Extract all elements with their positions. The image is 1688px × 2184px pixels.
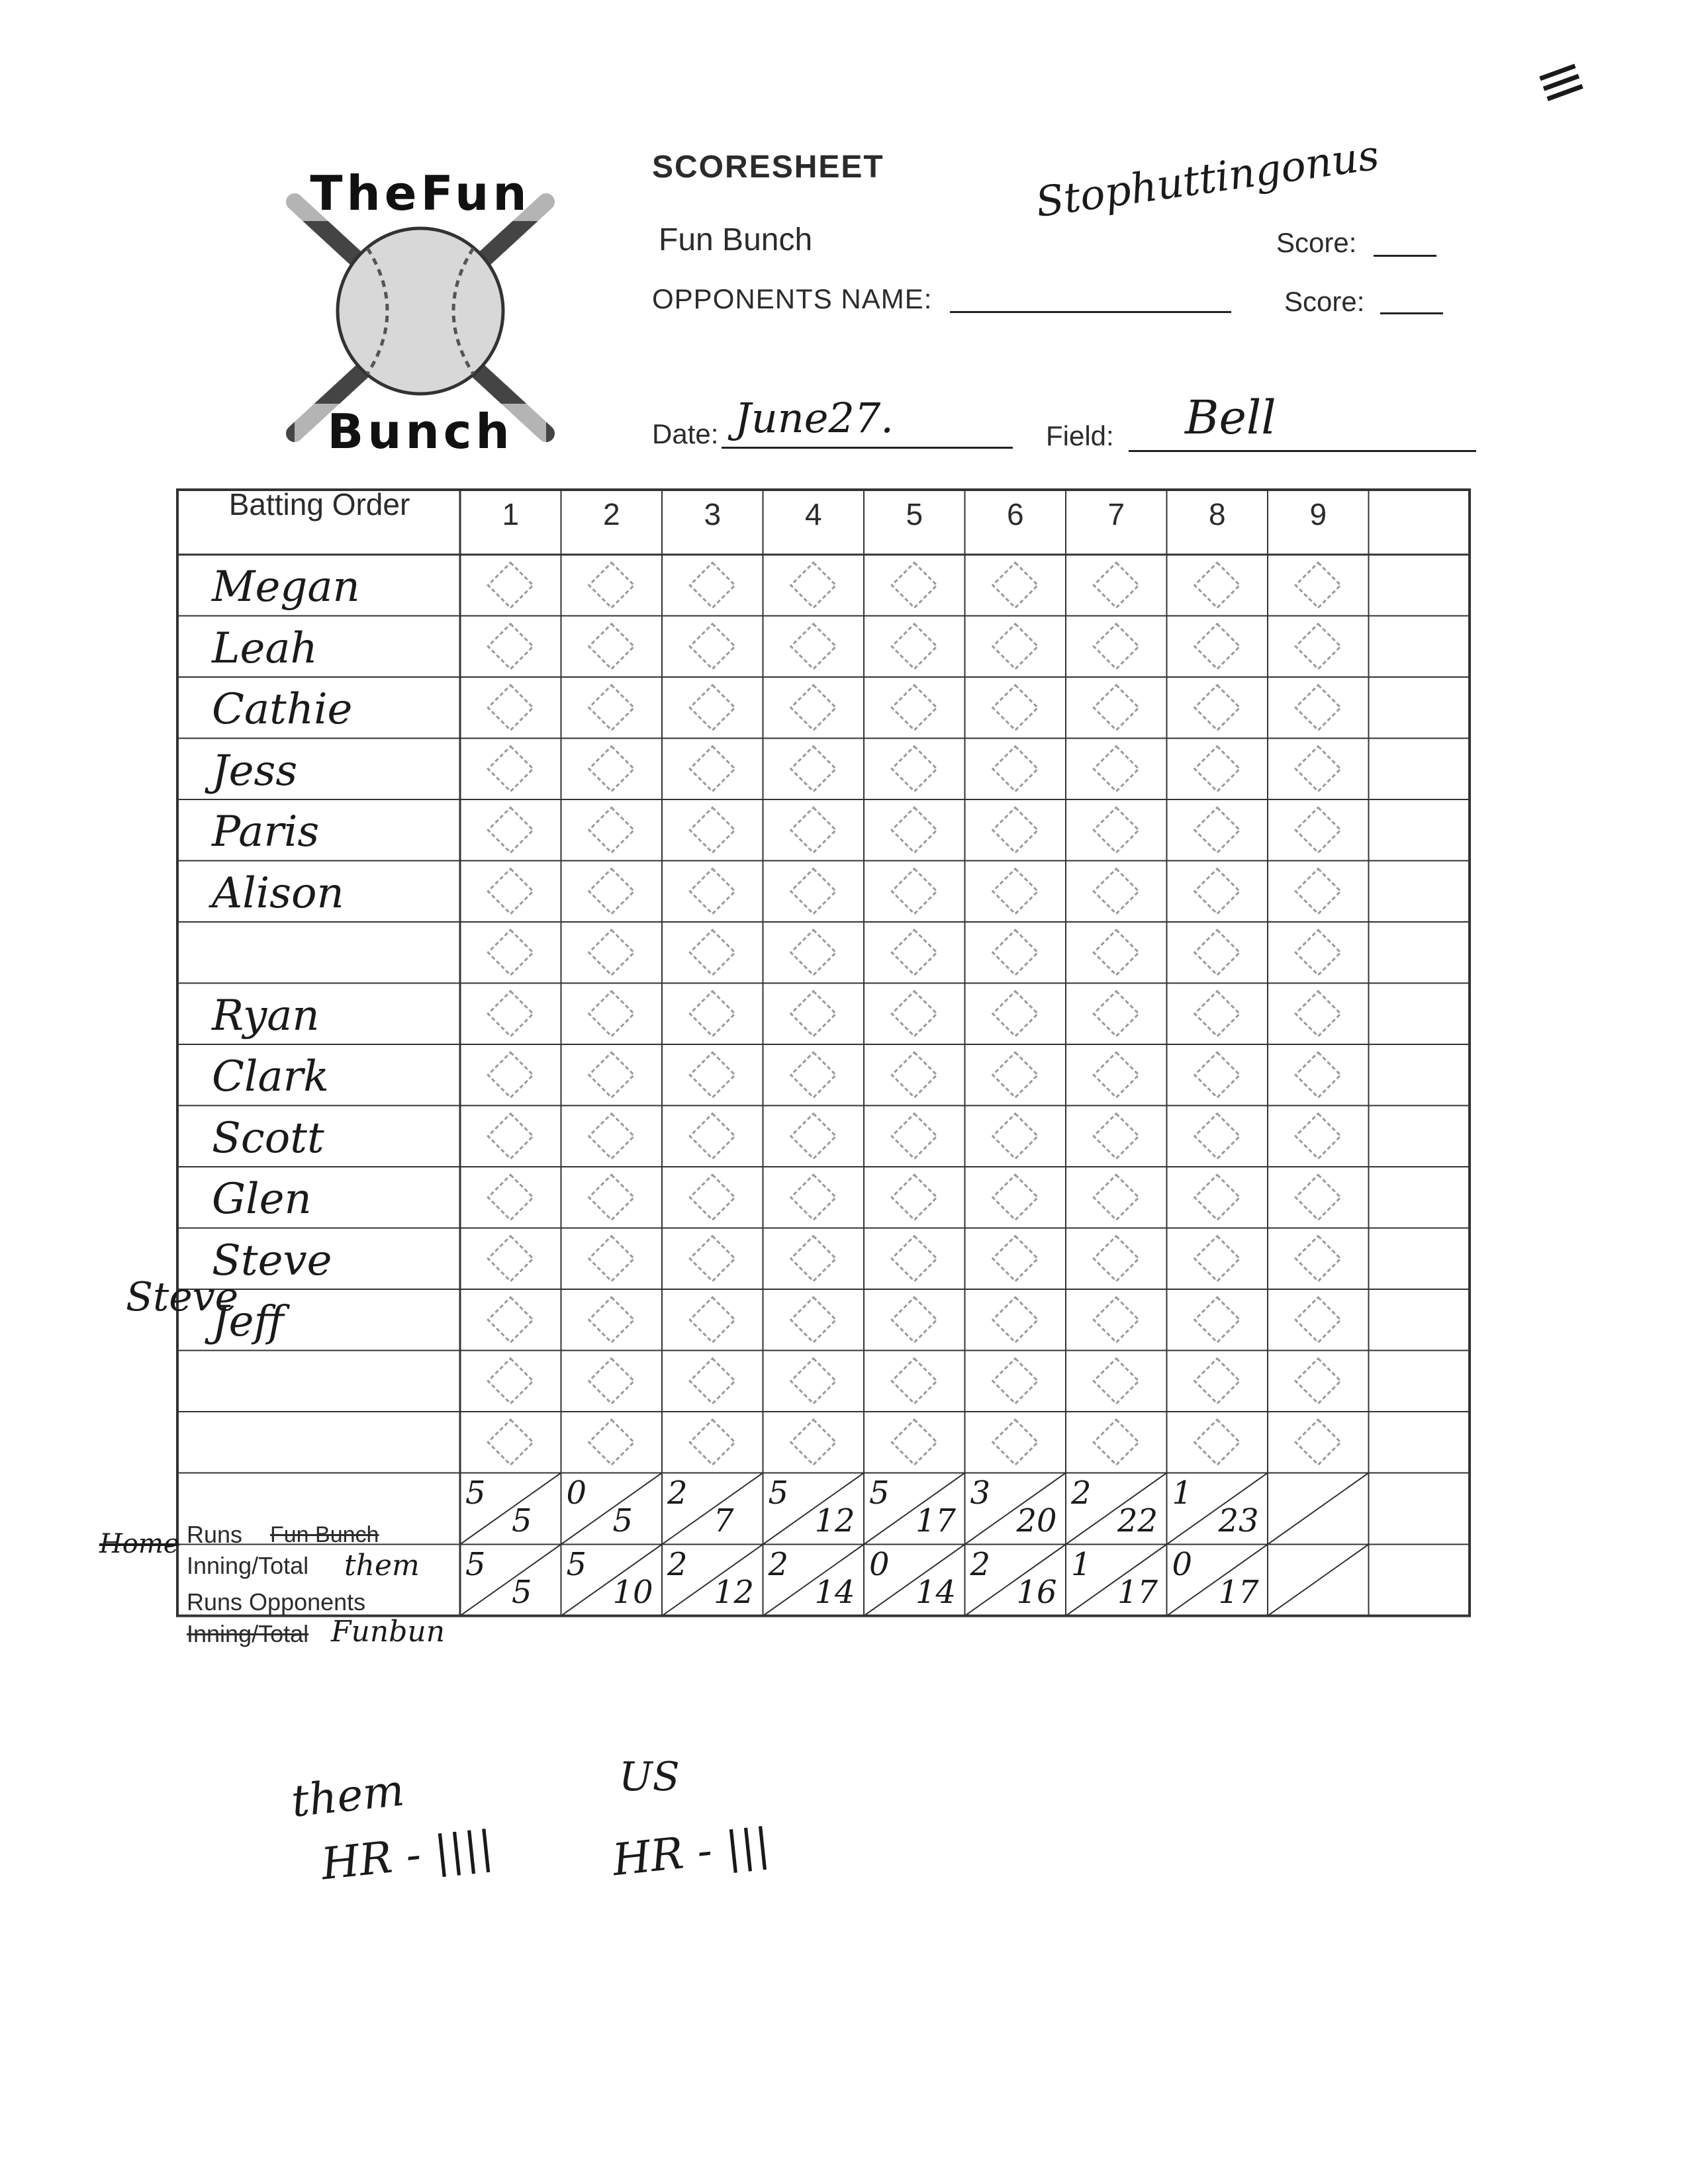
base-diamond bbox=[1295, 807, 1340, 852]
base-diamond bbox=[1195, 1359, 1240, 1404]
base-diamond bbox=[589, 1359, 634, 1404]
team-name: Fun Bunch bbox=[659, 222, 813, 257]
base-diamond bbox=[1195, 624, 1240, 669]
base-diamond bbox=[993, 930, 1038, 975]
base-diamond bbox=[488, 1175, 533, 1220]
inning-header: 5 bbox=[906, 497, 923, 531]
date-value: June27. bbox=[735, 394, 894, 442]
player-name: Alison bbox=[212, 868, 344, 918]
base-diamond bbox=[589, 1114, 634, 1159]
base-diamond bbox=[892, 747, 937, 792]
runs-total-fb: 20 bbox=[1016, 1502, 1057, 1539]
base-diamond bbox=[690, 563, 735, 608]
inning-header: 6 bbox=[1006, 497, 1024, 531]
base-diamond bbox=[1094, 624, 1139, 669]
player-name: Scott bbox=[212, 1113, 324, 1163]
inning-header: 7 bbox=[1107, 497, 1125, 531]
base-diamond bbox=[1094, 991, 1139, 1036]
base-diamond bbox=[1195, 1052, 1240, 1097]
run-cell-slash bbox=[1268, 1473, 1369, 1545]
runs-label-2: Runs Opponents bbox=[187, 1588, 366, 1615]
base-diamond bbox=[488, 624, 533, 669]
base-diamond bbox=[1295, 930, 1340, 975]
notes-us-label: US bbox=[619, 1754, 680, 1800]
notes-them-label: them bbox=[289, 1764, 407, 1827]
base-diamond bbox=[993, 1297, 1038, 1342]
base-diamond bbox=[1295, 1175, 1340, 1220]
base-diamond bbox=[791, 1236, 836, 1281]
base-diamond bbox=[589, 1297, 634, 1342]
runs-total-fb: 7 bbox=[714, 1502, 734, 1539]
base-diamond bbox=[892, 991, 937, 1036]
base-diamond bbox=[892, 1297, 937, 1342]
base-diamond bbox=[1195, 991, 1240, 1036]
base-diamond bbox=[993, 563, 1038, 608]
logo-bottom-text: Bunch bbox=[295, 404, 546, 459]
base-diamond bbox=[1195, 1420, 1240, 1465]
runs-inning-fb: 0 bbox=[566, 1474, 587, 1512]
base-diamond bbox=[589, 930, 634, 975]
base-diamond bbox=[589, 807, 634, 852]
runs-total-opp: 12 bbox=[714, 1573, 755, 1611]
base-diamond bbox=[892, 1236, 937, 1281]
player-name: Glen bbox=[212, 1175, 312, 1224]
date-label: Date: bbox=[652, 418, 719, 449]
inning-header: 4 bbox=[804, 497, 822, 531]
base-diamond bbox=[690, 807, 735, 852]
base-diamond bbox=[1094, 685, 1139, 730]
base-diamond bbox=[791, 991, 836, 1036]
notes-us-hr: HR - ||| bbox=[610, 1818, 773, 1886]
base-diamond bbox=[1195, 1114, 1240, 1159]
base-diamond bbox=[993, 1420, 1038, 1465]
base-diamond bbox=[1094, 1297, 1139, 1342]
base-diamond bbox=[589, 1175, 634, 1220]
base-diamond bbox=[1295, 1236, 1340, 1281]
runs-inning-opp: 0 bbox=[1172, 1545, 1193, 1583]
base-diamond bbox=[892, 624, 937, 669]
base-diamond bbox=[791, 1420, 836, 1465]
base-diamond bbox=[791, 1052, 836, 1097]
base-diamond bbox=[791, 624, 836, 669]
runs-total-opp: 17 bbox=[1117, 1573, 1158, 1611]
base-diamond bbox=[1195, 563, 1240, 608]
base-diamond bbox=[1094, 1114, 1139, 1159]
base-diamond bbox=[993, 685, 1038, 730]
base-diamond bbox=[791, 930, 836, 975]
notes-them-hr: HR - |||| bbox=[318, 1821, 496, 1890]
base-diamond bbox=[488, 1420, 533, 1465]
base-diamond bbox=[1295, 563, 1340, 608]
base-diamond bbox=[1195, 1175, 1240, 1220]
inning-header: 2 bbox=[602, 497, 620, 531]
base-diamond bbox=[1295, 1052, 1340, 1097]
runs-note-them: them bbox=[344, 1549, 420, 1582]
runs-inning-opp: 5 bbox=[465, 1545, 486, 1583]
base-diamond bbox=[892, 563, 937, 608]
base-diamond bbox=[791, 747, 836, 792]
base-diamond bbox=[1295, 1297, 1340, 1342]
base-diamond bbox=[993, 1052, 1038, 1097]
opponents-label: OPPONENTS NAME: bbox=[652, 283, 933, 314]
base-diamond bbox=[690, 685, 735, 730]
base-diamond bbox=[892, 1359, 937, 1404]
base-diamond bbox=[690, 1420, 735, 1465]
player-name: Jeff bbox=[212, 1297, 284, 1346]
base-diamond bbox=[892, 1052, 937, 1097]
runs-label-1: Runs bbox=[187, 1521, 243, 1548]
base-diamond bbox=[791, 1175, 836, 1220]
base-diamond bbox=[1195, 1297, 1240, 1342]
run-cell-slash bbox=[1268, 1545, 1369, 1616]
base-diamond bbox=[1195, 869, 1240, 914]
base-diamond bbox=[1295, 685, 1340, 730]
player-name: Ryan bbox=[212, 991, 320, 1040]
base-diamond bbox=[993, 991, 1038, 1036]
base-diamond bbox=[488, 807, 533, 852]
team-name-handwritten: Stophuttingonus bbox=[1033, 130, 1382, 227]
batting-order-header: Batting Order bbox=[228, 487, 410, 522]
runs-inning-opp: 5 bbox=[566, 1545, 587, 1583]
inning-total-label-2: Inning/Total bbox=[187, 1620, 309, 1647]
runs-inning-opp: 1 bbox=[1071, 1545, 1092, 1583]
inning-total-label-1: Inning/Total bbox=[187, 1552, 309, 1579]
base-diamond bbox=[488, 1236, 533, 1281]
base-diamond bbox=[1094, 747, 1139, 792]
score-label-1: Score: bbox=[1276, 227, 1357, 258]
inning-header: 3 bbox=[704, 497, 722, 531]
base-diamond bbox=[589, 1236, 634, 1281]
player-name: Leah bbox=[212, 623, 318, 673]
base-diamond bbox=[1195, 1236, 1240, 1281]
runs-team-label-1: Fun Bunch bbox=[270, 1522, 379, 1547]
runs-total-opp: 16 bbox=[1016, 1573, 1057, 1611]
score-label-2: Score: bbox=[1284, 286, 1365, 317]
base-diamond bbox=[589, 991, 634, 1036]
base-diamond bbox=[1195, 930, 1240, 975]
runs-inning-opp: 2 bbox=[970, 1545, 991, 1583]
base-diamond bbox=[892, 930, 937, 975]
base-diamond bbox=[690, 930, 735, 975]
base-diamond bbox=[993, 1236, 1038, 1281]
base-diamond bbox=[993, 869, 1038, 914]
base-diamond bbox=[690, 1236, 735, 1281]
base-diamond bbox=[690, 1114, 735, 1159]
base-diamond bbox=[791, 685, 836, 730]
runs-total-opp: 5 bbox=[512, 1573, 532, 1611]
inning-header: 9 bbox=[1309, 497, 1327, 531]
field-label: Field: bbox=[1046, 420, 1114, 451]
base-diamond bbox=[1094, 1420, 1139, 1465]
base-diamond bbox=[488, 869, 533, 914]
runs-inning-fb: 5 bbox=[768, 1474, 789, 1512]
player-name: Steve bbox=[212, 1236, 332, 1285]
base-diamond bbox=[1094, 807, 1139, 852]
inning-header: 1 bbox=[502, 497, 520, 531]
runs-inning-fb: 1 bbox=[1172, 1474, 1193, 1512]
runs-total-fb: 23 bbox=[1218, 1502, 1259, 1539]
base-diamond bbox=[1295, 1420, 1340, 1465]
base-diamond bbox=[892, 807, 937, 852]
runs-note-home: Home bbox=[99, 1529, 179, 1559]
base-diamond bbox=[690, 1359, 735, 1404]
base-diamond bbox=[690, 869, 735, 914]
runs-total-fb: 17 bbox=[915, 1502, 957, 1539]
runs-inning-fb: 2 bbox=[667, 1474, 688, 1512]
field-value: Bell bbox=[1185, 390, 1276, 445]
runs-total-fb: 22 bbox=[1117, 1502, 1158, 1539]
runs-inning-fb: 3 bbox=[970, 1474, 991, 1512]
runs-inning-opp: 2 bbox=[667, 1545, 688, 1583]
base-diamond bbox=[589, 1052, 634, 1097]
base-diamond bbox=[1295, 747, 1340, 792]
base-diamond bbox=[791, 1297, 836, 1342]
runs-total-opp: 14 bbox=[915, 1573, 957, 1611]
base-diamond bbox=[993, 807, 1038, 852]
base-diamond bbox=[1094, 869, 1139, 914]
inning-header: 8 bbox=[1208, 497, 1226, 531]
base-diamond bbox=[488, 747, 533, 792]
base-diamond bbox=[1195, 685, 1240, 730]
base-diamond bbox=[690, 991, 735, 1036]
base-diamond bbox=[589, 869, 634, 914]
base-diamond bbox=[1295, 1114, 1340, 1159]
base-diamond bbox=[993, 1359, 1038, 1404]
player-name: Jess bbox=[212, 746, 298, 796]
player-name: Clark bbox=[212, 1052, 329, 1101]
base-diamond bbox=[993, 624, 1038, 669]
base-diamond bbox=[791, 563, 836, 608]
base-diamond bbox=[791, 1114, 836, 1159]
base-diamond bbox=[690, 1052, 735, 1097]
base-diamond bbox=[892, 869, 937, 914]
base-diamond bbox=[892, 1420, 937, 1465]
runs-inning-opp: 0 bbox=[869, 1545, 890, 1583]
base-diamond bbox=[1094, 930, 1139, 975]
base-diamond bbox=[892, 1114, 937, 1159]
base-diamond bbox=[791, 869, 836, 914]
base-diamond bbox=[1295, 869, 1340, 914]
base-diamond bbox=[892, 1175, 937, 1220]
base-diamond bbox=[488, 1114, 533, 1159]
base-diamond bbox=[993, 1114, 1038, 1159]
runs-total-opp: 10 bbox=[612, 1573, 653, 1611]
base-diamond bbox=[589, 1420, 634, 1465]
runs-inning-fb: 5 bbox=[465, 1474, 486, 1512]
base-diamond bbox=[488, 563, 533, 608]
player-name: Cathie bbox=[212, 685, 353, 734]
base-diamond bbox=[488, 685, 533, 730]
runs-total-opp: 14 bbox=[814, 1573, 855, 1611]
base-diamond bbox=[1094, 1359, 1139, 1404]
base-diamond bbox=[690, 747, 735, 792]
runs-note-funbun: Funbun bbox=[331, 1615, 445, 1649]
base-diamond bbox=[589, 563, 634, 608]
base-diamond bbox=[690, 1175, 735, 1220]
base-diamond bbox=[1094, 1175, 1139, 1220]
base-diamond bbox=[993, 1175, 1038, 1220]
base-diamond bbox=[1295, 1359, 1340, 1404]
base-diamond bbox=[589, 747, 634, 792]
runs-total-opp: 17 bbox=[1218, 1573, 1259, 1611]
corner-mark: ≡ bbox=[1525, 40, 1597, 122]
runs-inning-fb: 2 bbox=[1071, 1474, 1092, 1512]
page-title: SCORESHEET bbox=[652, 150, 884, 185]
runs-total-fb: 12 bbox=[814, 1502, 855, 1539]
base-diamond bbox=[1094, 1052, 1139, 1097]
base-diamond bbox=[488, 1297, 533, 1342]
base-diamond bbox=[488, 930, 533, 975]
runs-total-fb: 5 bbox=[512, 1502, 532, 1539]
base-diamond bbox=[589, 624, 634, 669]
base-diamond bbox=[1195, 807, 1240, 852]
runs-total-fb: 5 bbox=[612, 1502, 633, 1539]
runs-inning-fb: 5 bbox=[869, 1474, 890, 1512]
player-name: Megan bbox=[212, 563, 360, 612]
base-diamond bbox=[488, 991, 533, 1036]
base-diamond bbox=[993, 747, 1038, 792]
base-diamond bbox=[791, 1359, 836, 1404]
base-diamond bbox=[488, 1052, 533, 1097]
base-diamond bbox=[1195, 747, 1240, 792]
runs-inning-opp: 2 bbox=[768, 1545, 789, 1583]
logo-top-text: TheFun bbox=[281, 165, 559, 221]
base-diamond bbox=[1094, 563, 1139, 608]
base-diamond bbox=[488, 1359, 533, 1404]
base-diamond bbox=[690, 1297, 735, 1342]
base-diamond bbox=[892, 685, 937, 730]
base-diamond bbox=[791, 807, 836, 852]
player-name: Paris bbox=[212, 807, 320, 856]
base-diamond bbox=[589, 685, 634, 730]
base-diamond bbox=[1295, 991, 1340, 1036]
base-diamond bbox=[1295, 624, 1340, 669]
margin-note-steve: Steve bbox=[126, 1274, 239, 1320]
base-diamond bbox=[690, 624, 735, 669]
base-diamond bbox=[1094, 1236, 1139, 1281]
